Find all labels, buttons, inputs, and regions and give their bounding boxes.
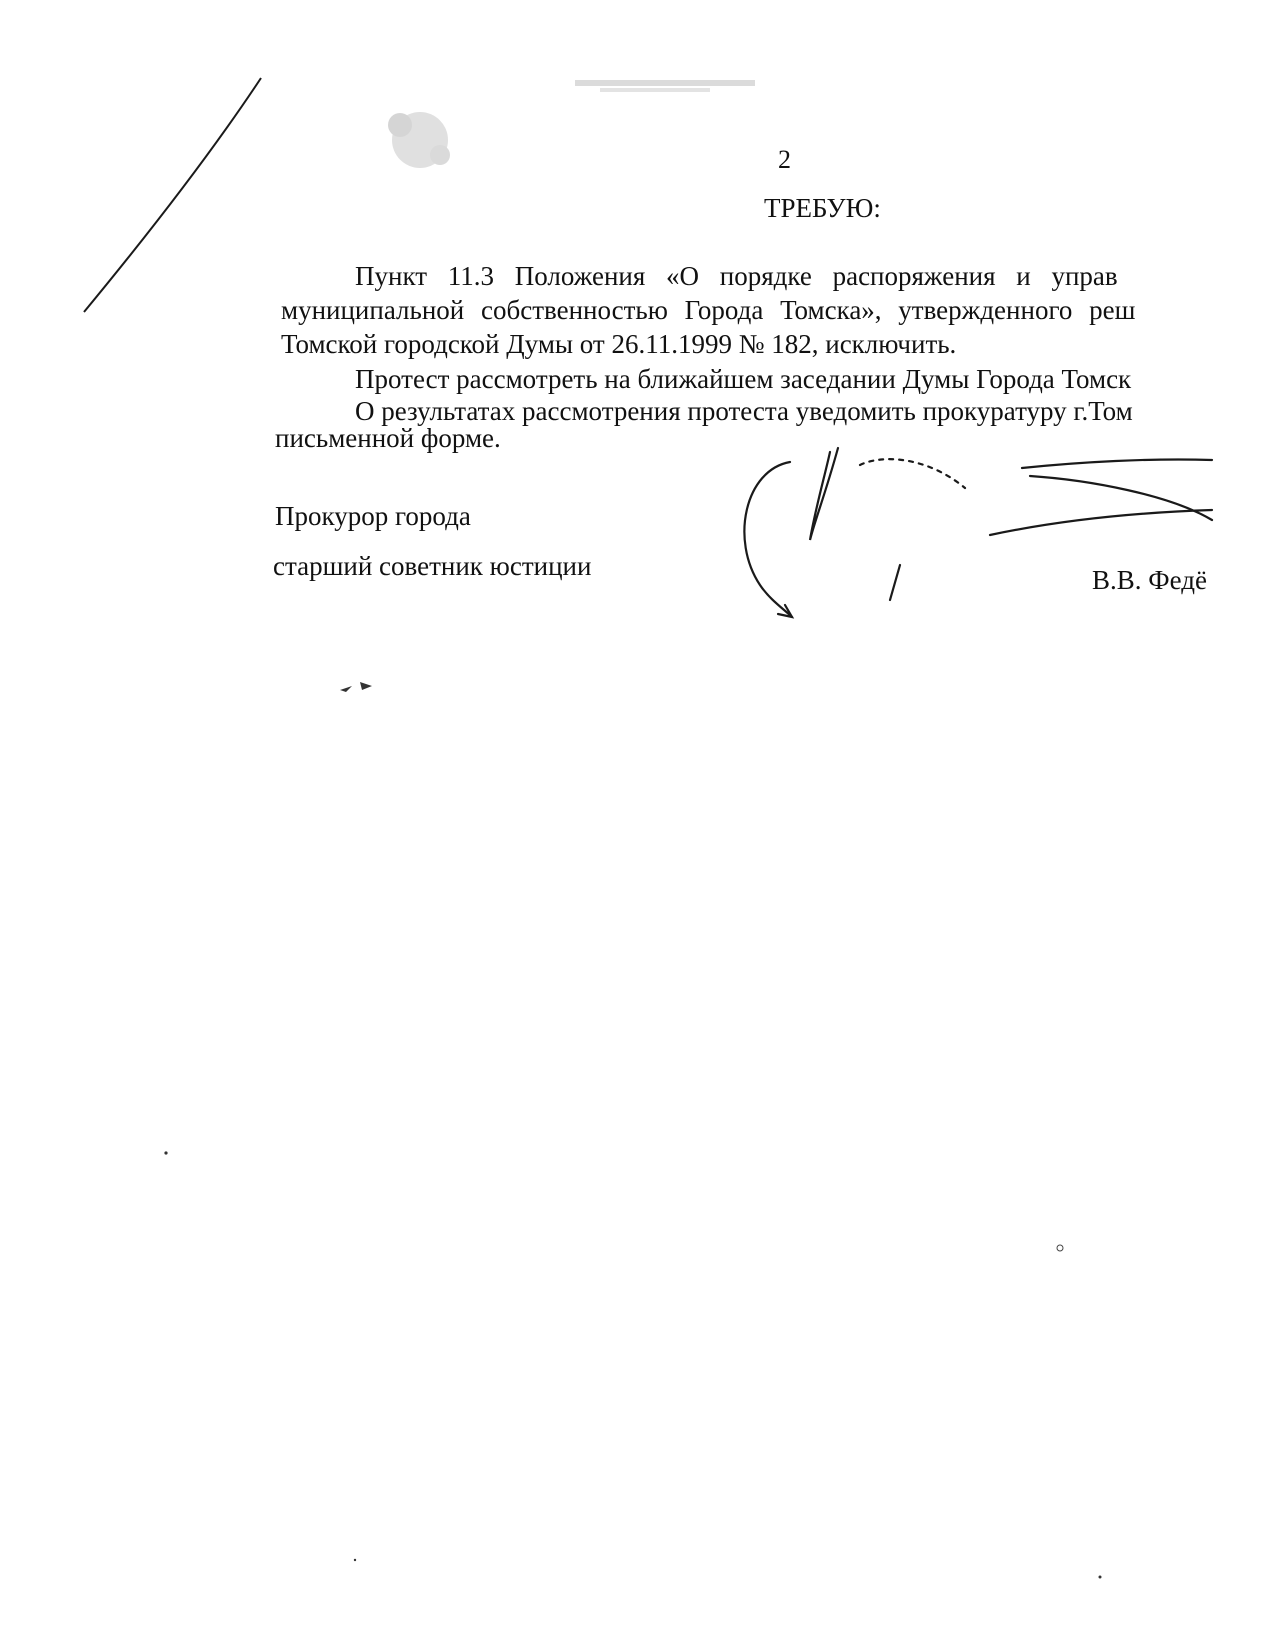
- body-line-5: О результатах рассмотрения протеста уведомить прокуратуру г.Том: [355, 396, 1133, 426]
- signatory-rank: старший советник юстиции: [273, 551, 592, 581]
- body-line-2: муниципальной собственностью Города Томска», утвержденного реш: [281, 295, 1136, 325]
- body-line-6: письменной форме.: [275, 423, 501, 453]
- body-line-1: Пункт 11.3 Положения «О порядке распоряжения и управ: [355, 261, 1118, 291]
- page-number: 2: [778, 145, 791, 174]
- signatory-name: В.В. Федё: [1092, 565, 1207, 595]
- signatory-title: Прокурор города: [275, 501, 471, 531]
- body-line-3: Томской городской Думы от 26.11.1999 № 182, исключить.: [281, 329, 957, 359]
- heading-demand: ТРЕБУЮ:: [764, 193, 881, 223]
- body-line-4: Протест рассмотреть на ближайшем заседании Думы Города Томск: [355, 364, 1132, 394]
